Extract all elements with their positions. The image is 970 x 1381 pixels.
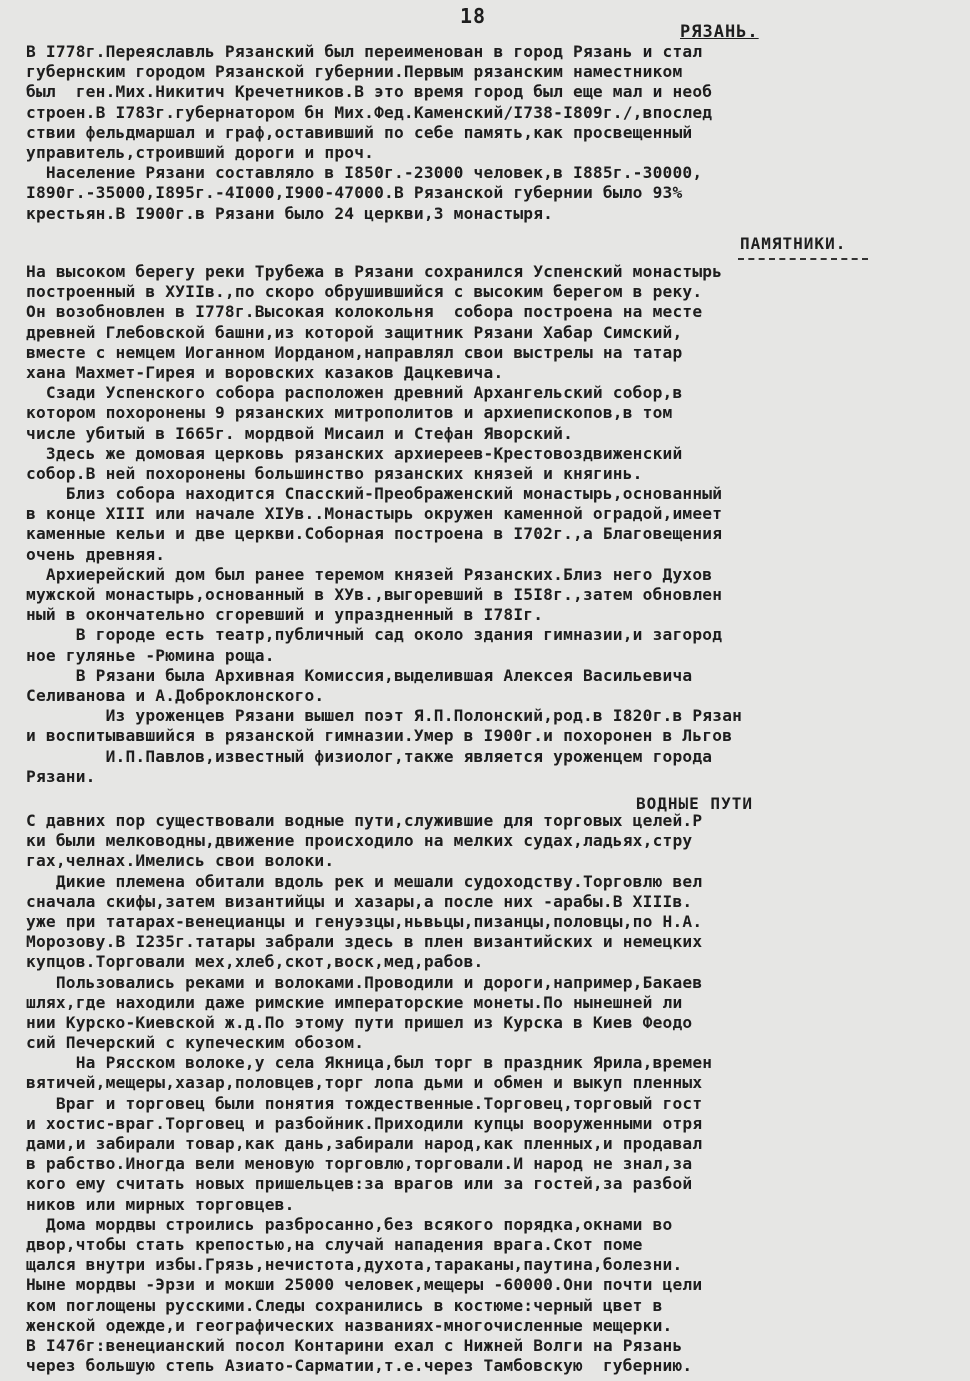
text-line: строен.В I783г.губернатором бн Мих.Фед.Каменский/I738-I809г./,впослед (26, 102, 713, 122)
text-line: в конце XIII или начале XIУв..Монастырь окружен каменной оградой,имеет (26, 504, 723, 524)
text-line: В городе есть театр,публичный сад около здания гимназии,и загород (26, 625, 723, 645)
text-line: управитель,строивший дороги и проч. (26, 142, 375, 162)
text-line: и хостис-враг.Торговец и разбойник.Приходили купцы вооруженными отря (26, 1113, 703, 1133)
text-line: числе убитый в I665г. мордвой Мисаил и Стефан Яворский. (26, 423, 574, 443)
text-line: губернским городом Рязанской губернии.Первым рязанским наместником (26, 62, 683, 82)
text-line: В I476г:венецианский посол Контарини ехал с Нижней Волги на Рязань (26, 1335, 683, 1355)
heading-waterways: ВОДНЫЕ ПУТИ (636, 794, 753, 813)
text-line: уже при татарах-венецианцы и генуэзцы,ньвьцы,пизанцы,половцы,по Н.А. (26, 911, 703, 931)
text-line: Дома мордвы строились разбросанно,без всякого порядка,окнами во (26, 1214, 673, 1234)
text-line: дами,и забирали товар,как дань,забирали народ,как пленных,и продавал (26, 1134, 703, 1153)
text-line: котором похоронены 9 рязанских митрополитов и архиепископов,в том (26, 403, 673, 423)
text-line: крестьян.В I900г.в Рязани было 24 церкви,3 монастыря. (26, 203, 554, 223)
text-line: каменные кельи и две церкви.Соборная построена в I702г.,а Благовещения (26, 524, 723, 544)
text-line: И.П.Павлов,известный физиолог,также является уроженцем города (26, 746, 713, 766)
text-line: Ныне мордвы -Эрзи и мокши 25000 человек,мещеры -60000.Они почти цели (26, 1275, 703, 1295)
text-line: Из уроженцев Рязани вышел поэт Я.П.Полонский,род.в I820г.в Рязан (26, 706, 743, 726)
text-line: шлях,где находили даже римские императорские монеты.По нынешней ли (26, 992, 683, 1012)
text-line: На Рясском волоке,у села Якница,был торг в праздник Ярила,времен (26, 1053, 713, 1073)
text-line: I890г.-35000,I895г.-4I000,I900-47000.В Рязанской губернии было 93% (26, 183, 683, 203)
text-line: вместе с немцем Иоганном Иорданом,направлял свои выстрелы на татар (26, 342, 683, 362)
text-line: сначала скифы,затем византийцы и хазары,а после них -арабы.В XIIIв. (26, 891, 693, 911)
text-line: построенный в ХУIIв.,по скоро обрушившийся с высоким берегом в реку. (26, 282, 703, 302)
text-line: в рабство.Иногда вели меновую торговлю,торговали.И народ не знал,за (26, 1154, 693, 1174)
text-line: нии Курско-Киевской ж.д.По этому пути пришел из Курска в Киев Феодо (26, 1012, 693, 1032)
text-line: На высоком берегу реки Трубежа в Рязани сохранился Успенский монастырь (26, 262, 723, 281)
text-line: Рязани. (26, 766, 96, 786)
text-line: Враг и торговец были понятия тождественные.Торговец,торговый гост (26, 1093, 703, 1113)
text-line: хана Махмет-Гирея и воровских казаков Дацкевича. (26, 362, 504, 382)
section-header-ryazan: РЯЗАНЬ. (680, 22, 759, 42)
text-line: Сзади Успенского собора расположен древний Архангельский собор,в (26, 383, 683, 403)
text-line: Здесь же домовая церковь рязанских архиереев-Крестовоздвиженский (26, 443, 683, 463)
text-line: ком поглощены русскими.Следы сохранились в костюме:черный цвет в (26, 1295, 663, 1315)
text-line: ки были мелководны,движение происходило на мелких судах,ладьях,стру (26, 831, 693, 851)
text-line: и воспитывавшийся в рязанской гимназии.Умер в I900г.и похоронен в Льгов (26, 726, 733, 746)
text-line: ный в окончательно сгоревший и упраздненный в I78Iг. (26, 605, 544, 625)
text-line: Близ собора находится Спасский-Преображенский монастырь,основанный (26, 484, 723, 504)
text-line: ное гулянье -Рюмина роща. (26, 645, 275, 665)
text-line: древней Глебовской башни,из которой защитник Рязани Хабар Симский, (26, 322, 683, 342)
text-line: собор.В ней похоронены большинство рязанских князей и княгинь. (26, 463, 643, 483)
text-line: Архиерейский дом был ранее теремом князей Рязанских.Близ него Духов (26, 564, 713, 584)
text-line: В I778г.Переяславль Рязанский был переименован в город Рязань и стал (26, 42, 703, 61)
heading-monuments: ПАМЯТНИКИ. (740, 234, 847, 253)
text-line: купцов.Торговали мех,хлеб,скот,воск,мед,рабов. (26, 952, 484, 972)
text-line: очень древняя. (26, 544, 166, 564)
text-line: сий Печерский с купеческим обозом. (26, 1033, 365, 1053)
text-line: Население Рязани составляло в I850г.-23000 человек,в I885г.-30000, (26, 163, 703, 183)
paragraph-waterways (26, 811, 956, 1376)
text-line: В Рязани была Архивная Комиссия,выделившая Алексея Васильевича (26, 665, 693, 685)
text-line: кого ему считать новых пришельцев:за врагов или за гостей,за разбой (26, 1174, 693, 1194)
text-line: женской одежде,и географических названиях-многочисленные мещерки. (26, 1315, 673, 1335)
paragraph-monuments (26, 262, 956, 787)
text-line: Селиванова и А.Доброклонского. (26, 685, 325, 705)
text-line: двор,чтобы стать крепостью,на случай нападения врага.Скот поме (26, 1234, 643, 1254)
heading-underline (738, 258, 868, 260)
paragraph-ryazan-history (26, 42, 956, 224)
text-line: С давних пор существовали водные пути,служившие для торговых целей.Р (26, 811, 703, 830)
text-line: гах,челнах.Имелись свои волоки. (26, 851, 335, 871)
text-line: вятичей,мещеры,хазар,половцев,торг лопа дьми и обмен и выкуп пленных (26, 1073, 703, 1093)
text-line: ников или мирных торговцев. (26, 1194, 295, 1214)
text-line: ствии фельдмаршал и граф,оставивший по себе память,как просвещенный (26, 122, 693, 142)
page-number: 18 (460, 4, 487, 28)
text-line: Дикие племена обитали вдоль рек и мешали судоходству.Торговлю вел (26, 871, 703, 891)
text-line: был ген.Мих.Никитич Кречетников.В это время город был еще мал и необ (26, 82, 713, 102)
text-line: щался внутри избы.Грязь,нечистота,духота,тараканы,паутина,болезни. (26, 1255, 683, 1275)
text-line: Морозову.В I235г.татары забрали здесь в плен византийских и немецких (26, 932, 703, 952)
text-line: мужской монастырь,основанный в ХУв.,выгоревший в I5I8г.,затем обновлен (26, 585, 723, 604)
text-line: Он возобновлен в I778г.Высокая колокольня собора построена на месте (26, 302, 703, 322)
text-line: через большую степь Азиато-Сарматии,т.е.через Тамбовскую губернию. (26, 1356, 693, 1376)
text-line: Пользовались реками и волоками.Проводили и дороги,например,Бакаев (26, 972, 703, 992)
